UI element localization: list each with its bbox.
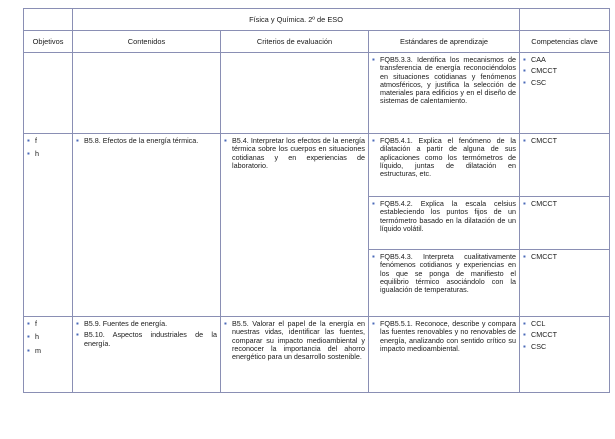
criterio-text: B5.4. Interpretar los efectos de la energía térmica sobre los cuerpos en situaciones cotidianas y en experiencias de laboratorio.: [232, 136, 365, 170]
objetivo-text: f: [35, 319, 37, 328]
list-item: [224, 137, 365, 170]
list-item: [523, 253, 606, 261]
list-item: [224, 320, 365, 361]
objetivo-text: f: [35, 136, 37, 145]
bullet-icon: ▪: [76, 136, 79, 145]
list-item: [372, 253, 516, 294]
estandar-cell: [369, 134, 520, 197]
bullet-icon: ▪: [372, 55, 375, 64]
header-blank-right: [520, 9, 610, 31]
header-criterios: Criterios de evaluación: [221, 31, 369, 53]
bullet-icon: ▪: [372, 319, 375, 328]
competencia-text: CMCCT: [531, 252, 557, 261]
subject-title: Física y Química. 2º de ESO: [73, 9, 520, 31]
bullet-icon: ▪: [224, 136, 227, 145]
list-item: [523, 343, 606, 351]
bullet-icon: ▪: [523, 136, 526, 145]
bullet-icon: ▪: [76, 319, 79, 328]
objetivo-text: h: [35, 149, 39, 159]
bullet-icon: ▪: [27, 345, 30, 355]
bullet-icon: ▪: [372, 252, 375, 261]
list-item: [372, 320, 516, 353]
objetivo-text: h: [35, 332, 39, 342]
competencia-text: CMCCT: [531, 136, 557, 145]
estandar-cell: [369, 317, 520, 393]
bullet-icon: ▪: [27, 149, 30, 159]
bullet-icon: ▪: [27, 332, 30, 342]
bullet-icon: ▪: [224, 319, 227, 328]
criterios-cell: [221, 134, 369, 317]
list-item: [76, 331, 217, 348]
competencia-text: CSC: [531, 341, 547, 351]
bullet-icon: ▪: [523, 319, 526, 328]
bullet-icon: ▪: [76, 330, 79, 340]
list-item: [27, 137, 69, 145]
estandar-text: FQB5.4.2. Explica la escala celsius estableciendo los puntos fijos de un termómetro basado en la dilatación de un líquido volátil.: [380, 199, 517, 233]
competencias-cell: [520, 250, 610, 317]
list-item: [76, 137, 217, 145]
list-item: [372, 137, 516, 178]
bullet-icon: ▪: [523, 55, 526, 64]
competencia-text: CMCCT: [531, 199, 557, 208]
bullet-icon: ▪: [523, 66, 526, 76]
list-item: [372, 200, 516, 233]
list-item: [27, 320, 69, 328]
competencias-cell: [520, 317, 610, 393]
contenido-text: B5.8. Efectos de la energía térmica.: [84, 136, 199, 145]
objetivos-cell: [24, 53, 73, 134]
bullet-icon: ▪: [27, 136, 30, 145]
table-row: [24, 134, 610, 197]
list-item: [372, 56, 516, 106]
list-item: [76, 320, 217, 328]
list-item: [27, 150, 69, 158]
competencia-text: CAA: [531, 55, 546, 64]
competencia-text: CMCCT: [531, 66, 557, 76]
objetivo-text: m: [35, 345, 41, 355]
list-item: [523, 200, 606, 208]
header-contenidos: Contenidos: [73, 31, 221, 53]
contenido-text: B5.10. Aspectos industriales de la energía.: [84, 330, 217, 348]
competencias-cell: [520, 197, 610, 250]
competencia-text: CMCCT: [531, 330, 557, 340]
list-item: [523, 67, 606, 75]
competencias-cell: [520, 53, 610, 134]
bullet-icon: ▪: [523, 252, 526, 261]
table-row: [24, 317, 610, 393]
criterios-cell: [221, 317, 369, 393]
bullet-icon: ▪: [523, 341, 526, 351]
list-item: [27, 347, 69, 355]
estandar-text: FQB5.4.3. Interpreta cualitativamente fenómenos cotidianos y experiencias en los que se ponga de manifiesto el equilibrio térmico asociándolo con la igualación de temperaturas.: [380, 252, 517, 295]
bullet-icon: ▪: [372, 136, 375, 145]
criterios-cell: [221, 53, 369, 134]
competencia-text: CSC: [531, 77, 547, 87]
bullet-icon: ▪: [523, 199, 526, 208]
contenidos-cell: [73, 134, 221, 317]
bullet-icon: ▪: [523, 77, 526, 87]
competencias-cell: [520, 134, 610, 197]
header-competencias: Competencias clave: [520, 31, 610, 53]
list-item: [27, 333, 69, 341]
estandar-text: FQB5.3.3. Identifica los mecanismos de transferencia de energía reconociéndolos en situaciones cotidianas y fenómenos atmosféricos, y justifica la selección de materiales para edificios y en el diseño de sistemas de calentamiento.: [380, 55, 517, 106]
estandar-cell: [369, 197, 520, 250]
header-objetivos: Objetivos: [24, 31, 73, 53]
competencia-text: CCL: [531, 319, 546, 328]
list-item: [523, 137, 606, 145]
curriculum-table: [23, 8, 610, 393]
header-blank-left: [24, 9, 73, 31]
estandar-cell: [369, 53, 520, 134]
list-item: [523, 56, 606, 64]
bullet-icon: ▪: [372, 199, 375, 208]
objetivos-cell: [24, 134, 73, 317]
objetivos-cell: [24, 317, 73, 393]
bullet-icon: ▪: [27, 319, 30, 328]
bullet-icon: ▪: [523, 330, 526, 340]
estandar-text: FQB5.5.1. Reconoce, describe y compara las fuentes renovables y no renovables de energía, analizando con sentido crítico su impacto medioambiental.: [380, 319, 517, 353]
criterio-text: B5.5. Valorar el papel de la energía en nuestras vidas, identificar las fuentes, comparar su impacto medioambiental y reconocer la importancia del ahorro energético para un desarrollo sostenible.: [232, 319, 365, 362]
contenidos-cell: [73, 53, 221, 134]
list-item: [523, 320, 606, 328]
contenido-text: B5.9. Fuentes de energía.: [84, 319, 168, 328]
estandar-text: FQB5.4.1. Explica el fenómeno de la dilatación a partir de alguna de sus aplicaciones como los termómetros de líquido, juntas de dilatación en estructuras, etc.: [380, 136, 517, 179]
header-estandares: Estándares de aprendizaje: [369, 31, 520, 53]
estandar-cell: [369, 250, 520, 317]
list-item: [523, 79, 606, 87]
table-row: [24, 53, 610, 134]
list-item: [523, 331, 606, 339]
contenidos-cell: [73, 317, 221, 393]
